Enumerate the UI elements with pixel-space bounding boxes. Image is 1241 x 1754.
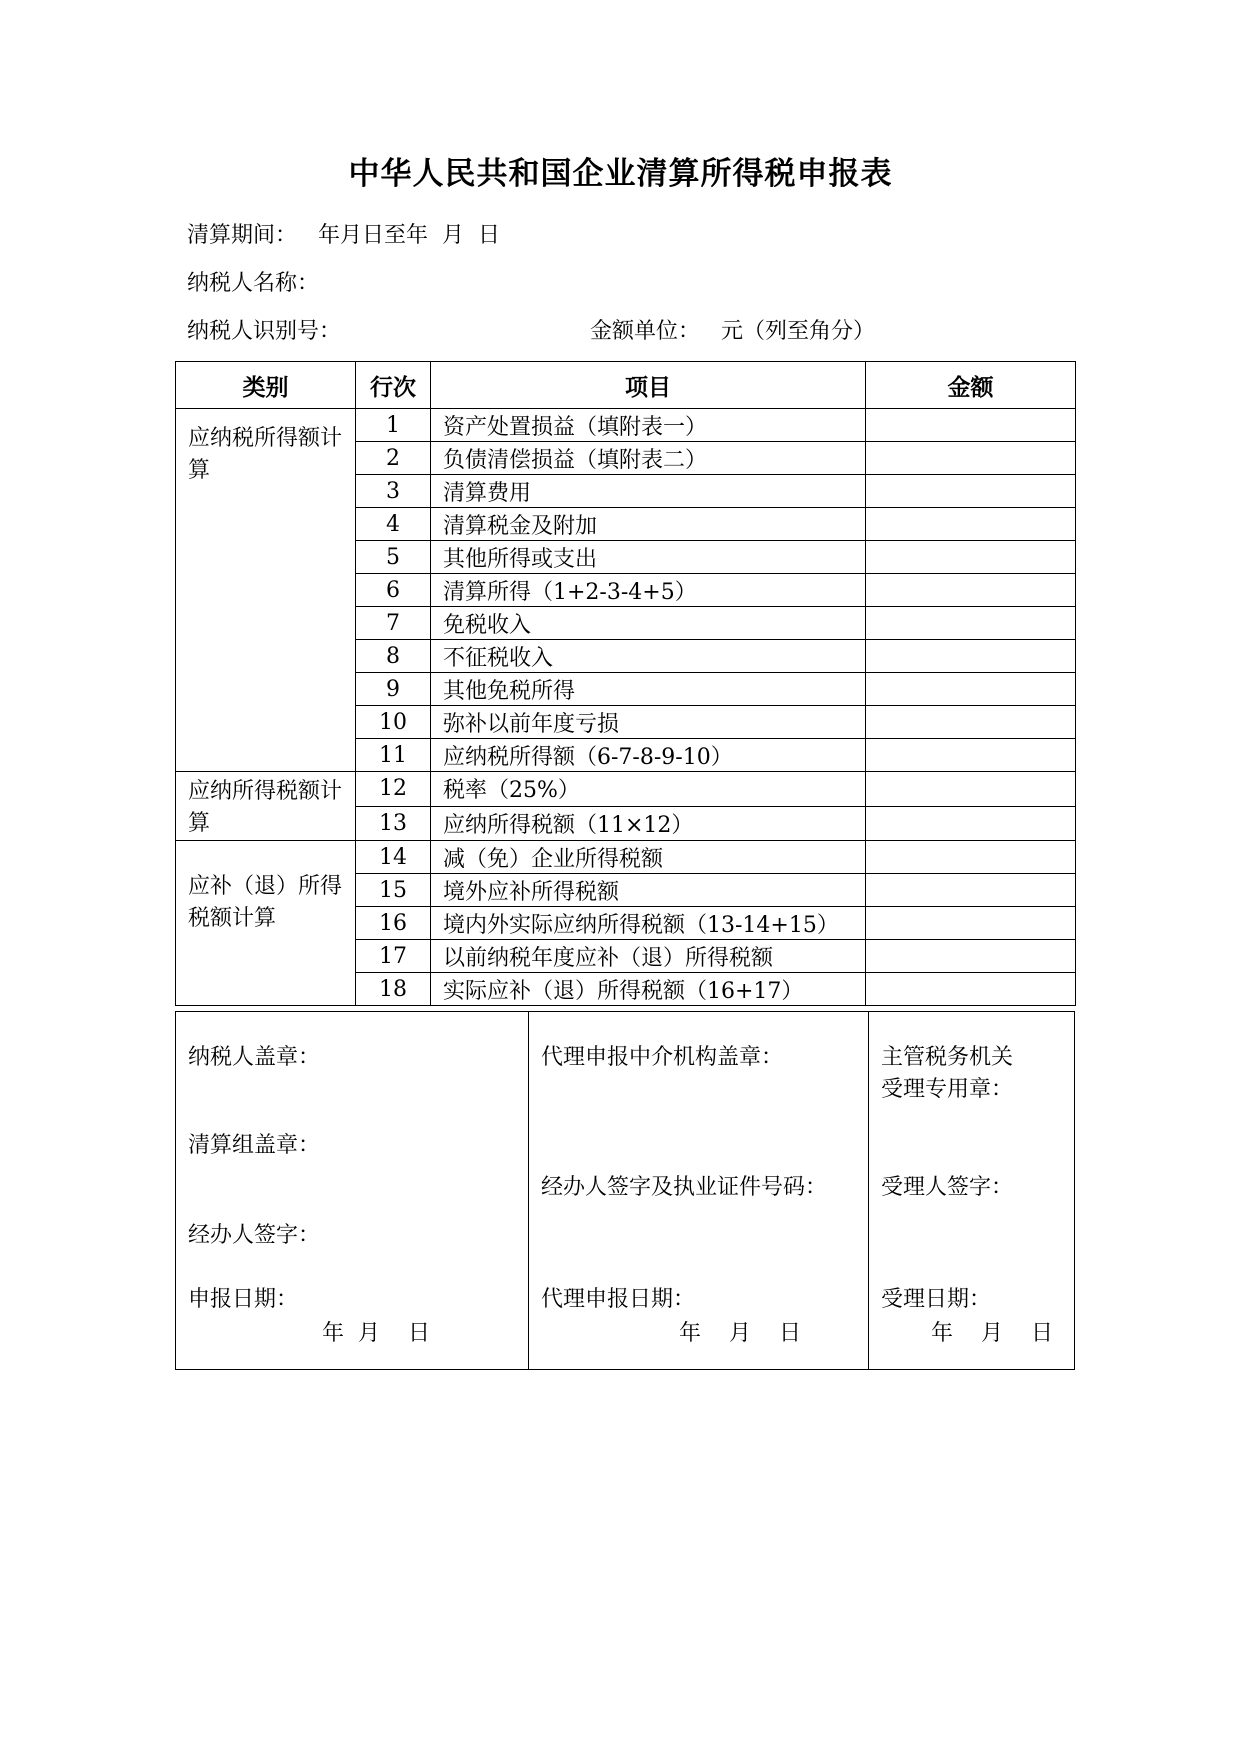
amount-cell[interactable] <box>866 607 1076 640</box>
period-value: 年月日至年 月 日 <box>318 223 500 248</box>
row-item: 清算所得（1+2-3-4+5） <box>431 574 866 607</box>
amount-cell[interactable] <box>866 841 1076 874</box>
taxpayer-id-label: 纳税人识别号： <box>187 319 342 344</box>
amount-cell[interactable] <box>866 874 1076 907</box>
row-item: 境外应补所得税额 <box>431 874 866 907</box>
tax-authority-label: 主管税务机关 <box>881 1045 1014 1070</box>
row-item: 负债清偿损益（填附表二） <box>431 442 866 475</box>
declaration-date-value: 年 月 日 <box>322 1321 430 1346</box>
agent-signature-label: 经办人签字及执业证件号码： <box>541 1175 828 1200</box>
amount-cell[interactable] <box>866 907 1076 940</box>
header-category: 类别 <box>176 362 356 409</box>
agency-date-label: 代理申报日期： <box>541 1287 696 1312</box>
row-number: 6 <box>356 574 431 607</box>
category-tax-refund: 应补（退）所得税额计算 <box>176 841 356 1006</box>
amount-cell[interactable] <box>866 673 1076 706</box>
signature-section <box>175 1011 1075 1370</box>
row-item: 弥补以前年度亏损 <box>431 706 866 739</box>
row-item: 资产处置损益（填附表一） <box>431 409 866 442</box>
row-item: 实际应补（退）所得税额（16+17） <box>431 973 866 1006</box>
amount-cell[interactable] <box>866 772 1076 807</box>
row-number: 18 <box>356 973 431 1006</box>
amount-cell[interactable] <box>866 739 1076 772</box>
row-item: 以前纳税年度应补（退）所得税额 <box>431 940 866 973</box>
row-item: 减（免）企业所得税额 <box>431 841 866 874</box>
amount-cell[interactable] <box>866 574 1076 607</box>
category-taxable-income: 应纳税所得额计算 <box>176 409 356 772</box>
table-row <box>176 409 1076 442</box>
amount-cell[interactable] <box>866 409 1076 442</box>
period-label: 清算期间： <box>187 223 298 248</box>
table-row <box>176 841 1076 874</box>
row-number: 17 <box>356 940 431 973</box>
row-item: 免税收入 <box>431 607 866 640</box>
row-item: 清算税金及附加 <box>431 508 866 541</box>
row-item: 其他所得或支出 <box>431 541 866 574</box>
unit-label: 金额单位： <box>590 319 701 344</box>
category-tax-payable: 应纳所得税额计算 <box>176 772 356 841</box>
taxpayer-name-label: 纳税人名称： <box>187 271 320 296</box>
amount-cell[interactable] <box>866 541 1076 574</box>
declaration-date-label: 申报日期： <box>188 1287 299 1312</box>
acceptance-date-value: 年 月 日 <box>931 1321 1053 1346</box>
header-amount: 金额 <box>866 362 1076 409</box>
row-item: 不征税收入 <box>431 640 866 673</box>
row-number: 4 <box>356 508 431 541</box>
unit-line <box>590 314 875 345</box>
declaration-table <box>175 361 1076 1006</box>
row-item: 税率（25%） <box>431 772 866 807</box>
agency-signature-column <box>529 1012 869 1369</box>
row-number: 10 <box>356 706 431 739</box>
page-title: 中华人民共和国企业清算所得税申报表 <box>348 156 893 192</box>
amount-cell[interactable] <box>866 640 1076 673</box>
tax-authority-column <box>869 1012 1074 1369</box>
row-number: 9 <box>356 673 431 706</box>
handler-signature-label: 经办人签字： <box>188 1223 321 1248</box>
amount-cell[interactable] <box>866 806 1076 841</box>
row-item: 清算费用 <box>431 475 866 508</box>
amount-cell[interactable] <box>866 706 1076 739</box>
row-number: 2 <box>356 442 431 475</box>
row-number: 15 <box>356 874 431 907</box>
row-number: 7 <box>356 607 431 640</box>
table-header-row <box>176 362 1076 409</box>
row-number: 5 <box>356 541 431 574</box>
row-number: 12 <box>356 772 431 807</box>
row-number: 13 <box>356 806 431 841</box>
row-item: 境内外实际应纳所得税额（13-14+15） <box>431 907 866 940</box>
taxpayer-signature-column <box>176 1012 529 1369</box>
taxpayer-seal-label: 纳税人盖章： <box>188 1045 321 1070</box>
header-row-number: 行次 <box>356 362 431 409</box>
row-number: 3 <box>356 475 431 508</box>
header-item: 项目 <box>431 362 866 409</box>
agency-seal-label: 代理申报中介机构盖章： <box>541 1045 784 1070</box>
amount-cell[interactable] <box>866 508 1076 541</box>
row-number: 16 <box>356 907 431 940</box>
unit-value: 元（列至角分） <box>721 319 876 344</box>
row-number: 8 <box>356 640 431 673</box>
row-number: 1 <box>356 409 431 442</box>
amount-cell[interactable] <box>866 475 1076 508</box>
acceptor-signature-label: 受理人签字： <box>881 1175 1014 1200</box>
acceptance-date-label: 受理日期： <box>881 1287 992 1312</box>
row-number: 11 <box>356 739 431 772</box>
row-item: 其他免税所得 <box>431 673 866 706</box>
amount-cell[interactable] <box>866 442 1076 475</box>
row-item: 应纳所得税额（11×12） <box>431 806 866 841</box>
period-line <box>187 218 500 249</box>
liquidation-team-seal-label: 清算组盖章： <box>188 1133 321 1158</box>
acceptance-seal-label: 受理专用章： <box>881 1077 1014 1102</box>
row-number: 14 <box>356 841 431 874</box>
amount-cell[interactable] <box>866 973 1076 1006</box>
agency-date-value: 年 月 日 <box>679 1321 801 1346</box>
row-item: 应纳税所得额（6-7-8-9-10） <box>431 739 866 772</box>
table-row <box>176 772 1076 807</box>
amount-cell[interactable] <box>866 940 1076 973</box>
